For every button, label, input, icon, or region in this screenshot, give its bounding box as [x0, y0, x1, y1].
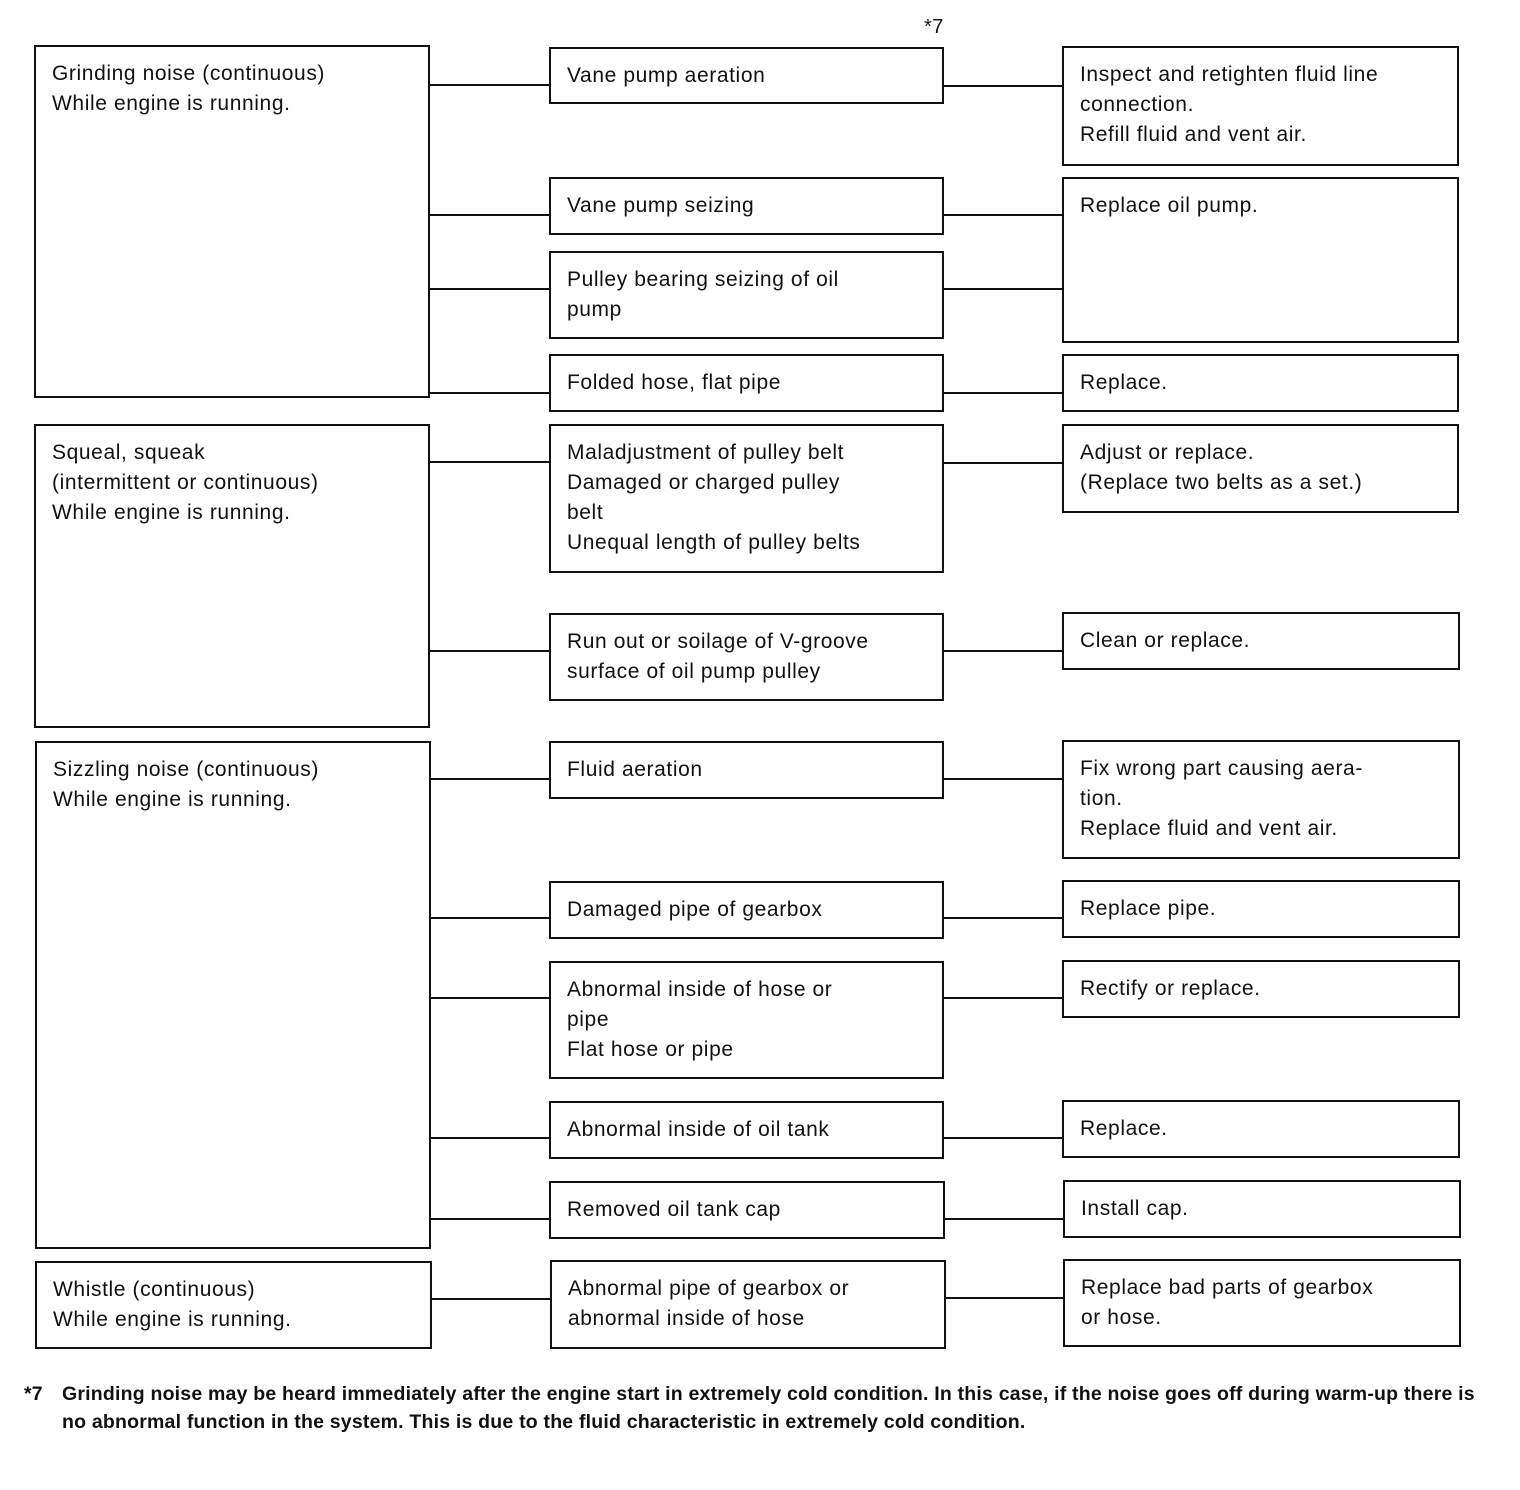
remedy-fix-aeration: Fix wrong part causing aera- tion. Replace fluid and vent air. [1062, 740, 1460, 859]
remedy-replace-pipe: Replace pipe. [1062, 880, 1460, 938]
cause-fluid-aeration: Fluid aeration [549, 741, 944, 799]
remedy-install-cap: Install cap. [1063, 1180, 1461, 1238]
cause-vane-pump-aeration: Vane pump aeration [549, 47, 944, 104]
cause-damaged-pipe-gearbox: Damaged pipe of gearbox [549, 881, 944, 939]
remedy-clean-replace: Clean or replace. [1062, 612, 1460, 670]
cause-folded-hose: Folded hose, flat pipe [549, 354, 944, 412]
remedy-replace-oil-pump: Replace oil pump. [1062, 177, 1459, 343]
cause-vane-pump-seizing: Vane pump seizing [549, 177, 944, 235]
cause-abnormal-pipe-gearbox: Abnormal pipe of gearbox or abnormal inside of hose [550, 1260, 946, 1349]
cause-abnormal-hose-pipe: Abnormal inside of hose or pipe Flat hose or pipe [549, 961, 944, 1079]
remedy-retighten-refill: Inspect and retighten fluid line connection. Refill fluid and vent air. [1062, 46, 1459, 166]
symptom-sizzling-noise: Sizzling noise (continuous) While engine is running. [35, 741, 431, 1249]
remedy-adjust-belt: Adjust or replace. (Replace two belts as a set.) [1062, 424, 1459, 513]
remedy-rectify-replace: Rectify or replace. [1062, 960, 1460, 1018]
cause-removed-oil-tank-cap: Removed oil tank cap [549, 1181, 945, 1239]
cause-pulley-bearing-seizing: Pulley bearing seizing of oil pump [549, 251, 944, 339]
symptom-grinding-noise: Grinding noise (continuous) While engine is running. [34, 45, 430, 398]
remedy-replace-hose: Replace. [1062, 354, 1459, 412]
footnote [24, 1380, 1494, 1436]
footnote-label: *7 [24, 1383, 43, 1405]
cause-v-groove-soilage: Run out or soilage of V-groove surface of oil pump pulley [549, 613, 944, 701]
symptom-squeal-squeak: Squeal, squeak (intermittent or continuous) While engine is running. [34, 424, 430, 728]
symptom-whistle: Whistle (continuous) While engine is running. [35, 1261, 432, 1349]
footnote-text: Grinding noise may be heard immediately after the engine start in extremely cold condition. In this case, if the noise goes off during warm-up there is no abnormal function in the system. This is due to the fluid characteristic in extremely cold condition. [62, 1383, 1475, 1433]
footnote-marker: *7 [924, 16, 944, 38]
cause-pulley-belt: Maladjustment of pulley belt Damaged or charged pulley belt Unequal length of pulley belts [549, 424, 944, 573]
remedy-replace-tank: Replace. [1062, 1100, 1460, 1158]
remedy-replace-bad-parts: Replace bad parts of gearbox or hose. [1063, 1259, 1461, 1347]
cause-abnormal-oil-tank: Abnormal inside of oil tank [549, 1101, 944, 1159]
